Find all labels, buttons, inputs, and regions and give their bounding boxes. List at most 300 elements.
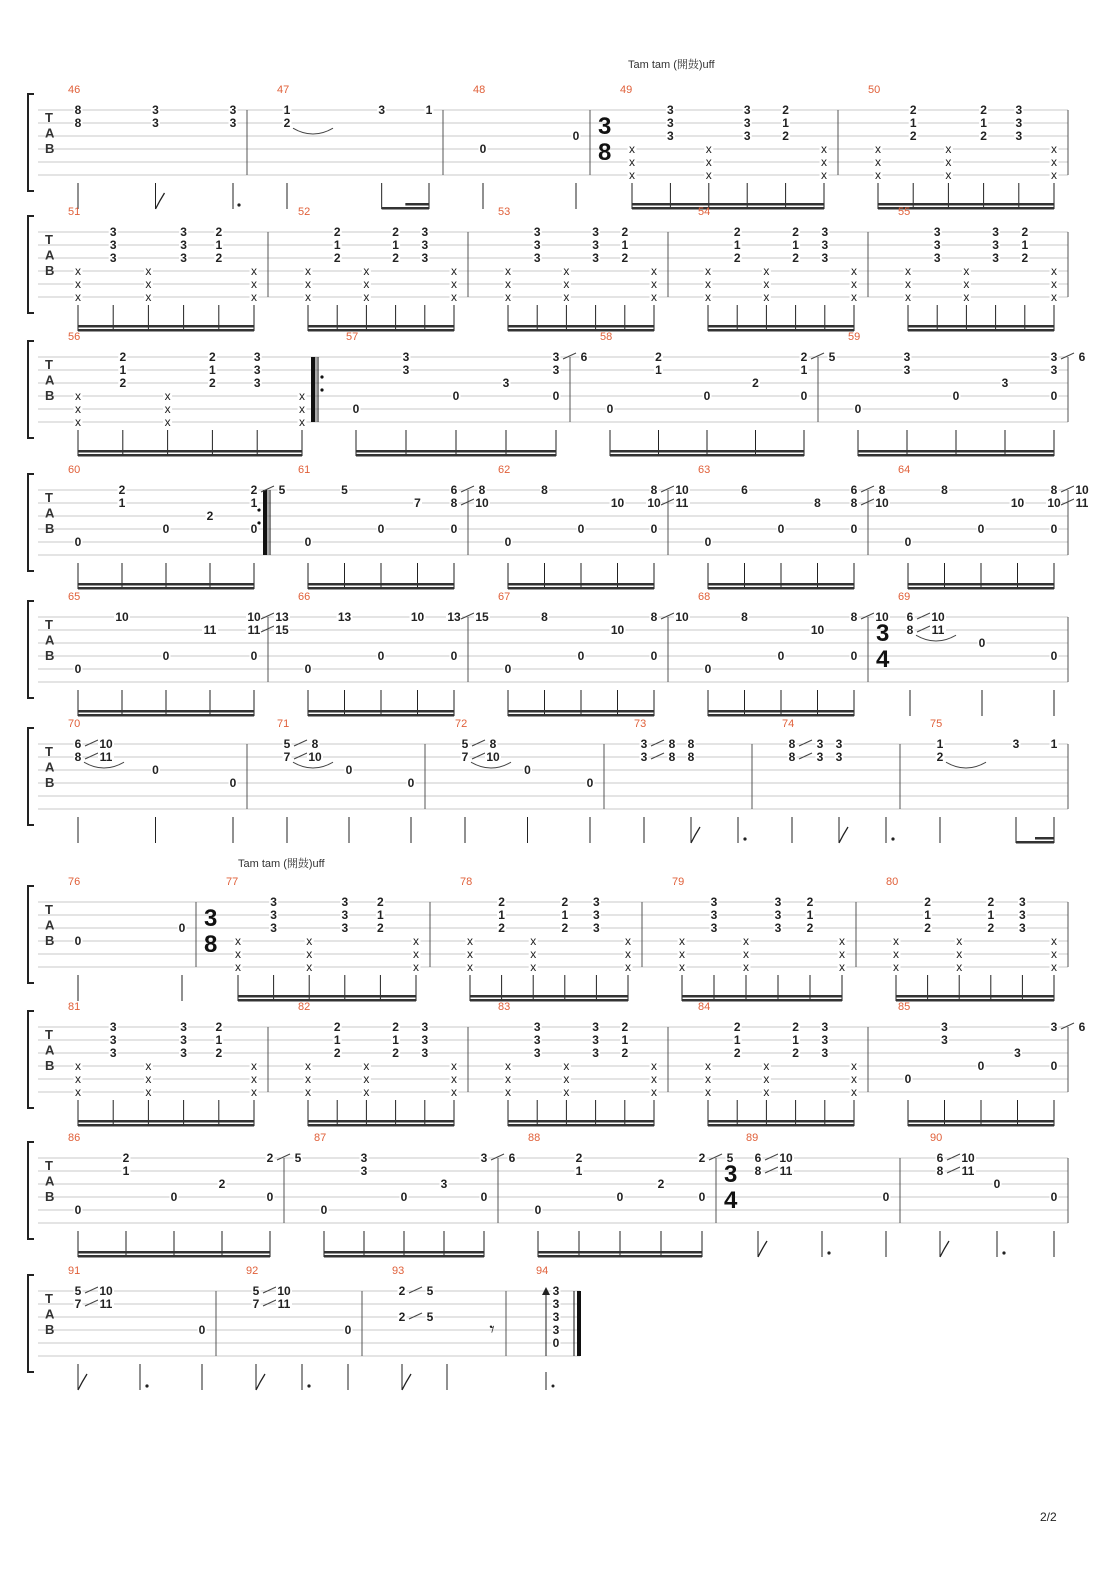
- fret-number: 3: [253, 350, 261, 364]
- fret-number: 8: [687, 750, 695, 764]
- fret-number: x: [306, 947, 313, 961]
- measure: [930, 1132, 1059, 1257]
- fret-number: 3: [180, 251, 187, 265]
- tab-clef-letter: A: [45, 1173, 55, 1189]
- tab-clef-letter: B: [45, 1058, 55, 1074]
- fret-number: 1: [392, 238, 399, 252]
- fret-number: 0: [850, 649, 858, 663]
- fret-number: 0: [524, 763, 531, 777]
- fret-number: 0: [479, 142, 487, 156]
- fret-number: 1: [498, 908, 505, 922]
- slide-line: [947, 1167, 960, 1173]
- fret-number: 0: [650, 522, 658, 536]
- note-event: [302, 1364, 311, 1390]
- fret-number: 2: [1021, 225, 1029, 239]
- note-event: [504, 535, 513, 589]
- fret-number: 3: [341, 895, 349, 909]
- fret-number: 3: [533, 1046, 541, 1060]
- note-event: [1014, 103, 1023, 209]
- svg-text:3: 3: [204, 905, 218, 932]
- fret-number: 3: [1015, 129, 1023, 143]
- fret-number: x: [1051, 155, 1057, 169]
- repeat-barline: [313, 357, 324, 422]
- beam: [308, 710, 454, 713]
- fret-number: 0: [250, 649, 258, 663]
- measure: [876, 591, 1059, 716]
- fret-number: 2: [392, 251, 399, 265]
- staff-system: [28, 591, 1068, 717]
- measure-number: 94: [536, 1265, 549, 1277]
- note-event: [991, 225, 1000, 331]
- note-event: [904, 264, 913, 331]
- fret-number: x: [467, 947, 473, 961]
- fret-number: 3: [774, 895, 782, 909]
- fret-number: 5: [461, 737, 469, 751]
- note-event: [620, 225, 629, 331]
- measure: [68, 331, 324, 457]
- fret-number: 2: [209, 376, 216, 390]
- fret-number: 7: [74, 1297, 82, 1311]
- note-event: [657, 1177, 666, 1257]
- fret-number: x: [705, 1085, 711, 1099]
- fret-number: 11: [99, 1297, 113, 1311]
- fret-number: 11: [675, 496, 689, 510]
- fret-number: 3: [821, 225, 829, 239]
- tab-clef-letter: T: [45, 357, 53, 372]
- measure-number: 58: [600, 331, 613, 343]
- measure: [68, 1265, 207, 1390]
- fret-number: 2: [924, 921, 931, 935]
- note-event: [533, 225, 542, 331]
- note-event: [762, 264, 771, 331]
- beam: [858, 450, 1054, 453]
- fret-number: 10: [247, 610, 261, 624]
- fret-number: 2: [655, 350, 662, 364]
- beam: [708, 583, 854, 586]
- fret-number: 3: [816, 737, 824, 751]
- note-event: [340, 895, 349, 1001]
- note-event: [906, 610, 957, 716]
- fret-number: x: [467, 960, 473, 974]
- measure-number: 66: [298, 591, 311, 603]
- fret-number: x: [306, 960, 313, 974]
- dot: [743, 837, 746, 840]
- fret-number: 3: [109, 1046, 117, 1060]
- note-event: [229, 103, 241, 209]
- measure: [536, 1265, 579, 1390]
- fret-number: 3: [592, 238, 599, 252]
- time-signature: [598, 113, 611, 166]
- fret-number: 2: [119, 350, 127, 364]
- note-event: [874, 142, 883, 209]
- note-event: [337, 610, 353, 716]
- note-event: [740, 483, 749, 589]
- beam: [78, 450, 302, 453]
- fret-number: x: [1051, 290, 1057, 304]
- fret-number: 3: [710, 895, 718, 909]
- slide-line: [472, 740, 485, 746]
- fret-number: 1: [283, 103, 291, 117]
- fret-number: 0: [904, 1072, 912, 1086]
- fret-number: 0: [704, 662, 712, 676]
- fret-number: 10: [810, 623, 825, 637]
- measure: [68, 591, 290, 717]
- fret-number: x: [625, 960, 631, 974]
- staff-system: [28, 1265, 580, 1390]
- fret-number: 3: [743, 129, 751, 143]
- note-event: [250, 1059, 259, 1126]
- note-event: [533, 1020, 542, 1126]
- fret-number: 10: [308, 750, 322, 764]
- tab-clef-letter: B: [45, 1322, 55, 1338]
- note-event: [781, 103, 790, 209]
- fret-number: 0: [504, 662, 512, 676]
- fret-number: 8: [878, 483, 886, 497]
- note-event: [1050, 264, 1059, 331]
- measure-number: 46: [68, 84, 81, 96]
- fret-number: 3: [667, 103, 674, 117]
- beam: [508, 1124, 654, 1127]
- note-event: [838, 934, 847, 1001]
- staff-system: [28, 718, 1068, 844]
- note-event: [993, 1177, 1006, 1257]
- measure-number: 75: [930, 718, 943, 730]
- note-event: [362, 1059, 371, 1126]
- fret-number: x: [963, 277, 970, 291]
- fret-number: 3: [270, 921, 277, 935]
- note-event: [489, 1319, 494, 1341]
- fret-number: 2: [392, 1020, 399, 1034]
- note-event: [540, 610, 549, 716]
- measure: [598, 84, 829, 210]
- note-event: [179, 225, 188, 331]
- note-event: [391, 225, 400, 331]
- fret-number: x: [1051, 168, 1057, 182]
- fret-number: x: [743, 934, 749, 948]
- slide-line: [263, 1300, 276, 1306]
- note-event: [650, 264, 659, 331]
- note-event: [504, 1059, 513, 1126]
- beam: [610, 450, 804, 453]
- fret-number: 3: [592, 1033, 599, 1047]
- tab-clef-letter: B: [45, 933, 55, 949]
- fret-number: x: [651, 290, 657, 304]
- fret-number: x: [763, 1072, 770, 1086]
- fret-number: 0: [577, 522, 585, 536]
- svg-text:8: 8: [204, 931, 218, 958]
- fret-number: 0: [304, 535, 312, 549]
- note-event: [352, 402, 361, 456]
- measure-number: 91: [68, 1265, 81, 1277]
- fret-number: 0: [162, 649, 170, 663]
- fret-number: x: [305, 264, 311, 278]
- fret-number: x: [363, 1085, 370, 1099]
- measure-number: 67: [498, 591, 511, 603]
- note-event: [986, 895, 995, 1001]
- note-event: [923, 895, 932, 1001]
- fret-number: 3: [835, 750, 843, 764]
- beam: [78, 1251, 270, 1254]
- fret-number: 2: [909, 103, 917, 117]
- note-event: [591, 1020, 600, 1126]
- note-event: [74, 389, 83, 456]
- beam: [356, 450, 556, 453]
- fret-number: 2: [575, 1151, 583, 1165]
- measure: [498, 1001, 659, 1127]
- note-event: [620, 1020, 629, 1126]
- fret-number: 11: [247, 623, 261, 637]
- fret-number: 8: [541, 483, 548, 497]
- fret-number: x: [563, 1072, 570, 1086]
- fret-number: 11: [931, 623, 945, 637]
- beam: [896, 995, 1054, 998]
- fret-number: 3: [180, 238, 187, 252]
- fret-number: 3: [593, 921, 600, 935]
- measure-number: 63: [698, 464, 711, 476]
- fret-number: 1: [209, 363, 216, 377]
- measure-number: 76: [68, 876, 81, 888]
- fret-number: 0: [703, 389, 711, 403]
- fret-number: 2: [752, 376, 759, 390]
- note-event: [109, 1020, 118, 1126]
- fret-number: 3: [270, 895, 277, 909]
- measure: [698, 591, 890, 717]
- eighth-flag: [256, 1374, 265, 1390]
- fret-number: x: [505, 1059, 511, 1073]
- rest-icon: 𝄾: [489, 1319, 495, 1341]
- fret-number: 10: [961, 1151, 975, 1165]
- fret-number: x: [413, 934, 419, 948]
- fret-number: 3: [593, 908, 600, 922]
- fret-number: x: [305, 290, 311, 304]
- fret-number: x: [235, 947, 241, 961]
- fret-number: 3: [109, 225, 117, 239]
- beam: [324, 1255, 484, 1258]
- note-event: [540, 483, 549, 589]
- measure: [314, 1132, 517, 1258]
- dot: [827, 1251, 830, 1254]
- slide-line: [263, 1287, 276, 1293]
- staff-system: [28, 876, 1068, 1002]
- note-event: [218, 1177, 227, 1257]
- note-event: [666, 103, 675, 209]
- fret-number: 3: [552, 1284, 560, 1298]
- fret-number: x: [763, 290, 770, 304]
- fret-number: x: [625, 934, 631, 948]
- fret-number: x: [563, 1085, 570, 1099]
- fret-number: x: [305, 1085, 311, 1099]
- beam: [78, 714, 254, 717]
- fret-number: 0: [777, 522, 785, 536]
- fret-number: 8: [74, 750, 82, 764]
- svg-text:4: 4: [876, 646, 890, 673]
- eighth-flag: [78, 1374, 87, 1390]
- fret-number: 3: [480, 1151, 488, 1165]
- fret-number: 2: [792, 1046, 799, 1060]
- measure-number: 73: [634, 718, 647, 730]
- fret-number: 8: [478, 483, 486, 497]
- fret-number: 1: [377, 908, 384, 922]
- dot: [891, 837, 894, 840]
- note-event: [298, 389, 307, 456]
- slide-line: [917, 626, 930, 632]
- fret-number: 0: [993, 1177, 1001, 1191]
- fret-number: 1: [333, 1033, 341, 1047]
- fret-number: 8: [74, 103, 82, 117]
- fret-number: x: [363, 277, 370, 291]
- beam: [308, 714, 454, 717]
- fret-number: 2: [377, 895, 384, 909]
- fret-number: x: [905, 264, 911, 278]
- fret-number: 0: [162, 522, 170, 536]
- measure: [672, 876, 847, 1002]
- note-event: [704, 662, 713, 716]
- fret-number: 3: [710, 908, 718, 922]
- measure: [898, 206, 1059, 332]
- note-event: [1050, 142, 1059, 209]
- fret-number: 2: [733, 1046, 741, 1060]
- system-bracket: [28, 728, 34, 825]
- beam: [308, 325, 454, 328]
- fret-number: 1: [792, 1033, 799, 1047]
- fret-number: 2: [498, 895, 505, 909]
- fret-number: 0: [977, 522, 985, 536]
- note-event: [743, 103, 752, 209]
- fret-number: 3: [253, 376, 261, 390]
- note-event: [420, 225, 429, 331]
- beam: [708, 329, 854, 332]
- fret-number: x: [763, 277, 770, 291]
- fret-number: 2: [118, 483, 126, 497]
- fret-number: 2: [621, 1020, 629, 1034]
- note-event: [704, 264, 713, 331]
- fret-number: 0: [1050, 1059, 1058, 1073]
- measure: [898, 464, 1090, 590]
- fret-number: 3: [109, 238, 117, 252]
- note-event: [904, 535, 913, 589]
- fret-number: x: [743, 960, 749, 974]
- tab-clef-letter: B: [45, 141, 55, 157]
- fret-number: 3: [667, 129, 674, 143]
- fret-number: 2: [909, 129, 917, 143]
- note-event: [936, 1151, 977, 1257]
- fret-number: x: [945, 168, 952, 182]
- fret-number: 3: [821, 1020, 829, 1034]
- fret-number: 8: [650, 610, 658, 624]
- beam: [78, 587, 254, 590]
- staff-system: [28, 464, 1090, 590]
- fret-number: x: [963, 264, 970, 278]
- beam: [78, 1124, 254, 1127]
- beam: [78, 325, 254, 328]
- fret-number: 3: [533, 1033, 541, 1047]
- fret-number: x: [451, 1059, 457, 1073]
- fret-number: x: [451, 264, 457, 278]
- fret-number: 6: [741, 483, 748, 497]
- fret-number: 3: [533, 238, 541, 252]
- fret-number: 0: [152, 763, 159, 777]
- beam: [708, 1124, 854, 1127]
- slide-line: [799, 753, 812, 759]
- fret-number: 2: [561, 921, 569, 935]
- fret-number: 0: [345, 763, 353, 777]
- fret-number: 3: [1050, 363, 1058, 377]
- fret-number: x: [164, 402, 171, 416]
- measure-number: 81: [68, 1001, 81, 1013]
- fret-number: 10: [277, 1284, 291, 1298]
- fret-number: 0: [480, 1190, 488, 1204]
- fret-number: x: [629, 142, 635, 156]
- note-event: [74, 737, 125, 843]
- measure-number: 83: [498, 1001, 511, 1013]
- note-event: [214, 225, 223, 331]
- fret-number: 11: [779, 1164, 793, 1178]
- fret-number: x: [299, 389, 305, 403]
- fret-number: 0: [698, 1190, 706, 1204]
- fret-number: 11: [1075, 496, 1089, 510]
- note-event: [253, 350, 262, 456]
- beam: [538, 1255, 702, 1258]
- measure-number: 85: [898, 1001, 911, 1013]
- fret-number: 3: [903, 363, 911, 377]
- measure: [204, 876, 421, 1002]
- fret-number: x: [705, 264, 711, 278]
- beam: [508, 714, 654, 717]
- fret-number: 0: [978, 636, 986, 650]
- measure-number: 59: [848, 331, 861, 343]
- measure: [68, 206, 259, 332]
- fret-number: 8: [541, 610, 548, 624]
- fret-number: x: [235, 960, 241, 974]
- fret-number: x: [467, 934, 473, 948]
- slide-line: [85, 1287, 98, 1293]
- fret-number: 2: [283, 116, 291, 130]
- tab-clef-letter: B: [45, 263, 55, 279]
- fret-number: 0: [400, 1190, 408, 1204]
- note-event: [109, 225, 118, 331]
- fret-number: 3: [992, 238, 999, 252]
- measure-number: 70: [68, 718, 81, 730]
- measure: [473, 84, 581, 209]
- fret-number: 3: [552, 1310, 560, 1324]
- fret-number: 3: [1001, 376, 1009, 390]
- fret-number: 8: [850, 610, 858, 624]
- fret-number: 1: [1021, 238, 1029, 252]
- fret-number: 10: [1075, 483, 1089, 497]
- svg-text:3: 3: [724, 1161, 738, 1188]
- fret-number: 3: [774, 921, 782, 935]
- fret-number: x: [164, 415, 171, 429]
- tab-clef-letter: T: [45, 1291, 53, 1306]
- fret-number: 7: [252, 1297, 260, 1311]
- note-event: [820, 225, 829, 331]
- measure-number: 92: [246, 1265, 259, 1277]
- note-event: [774, 895, 783, 1001]
- fret-number: 1: [733, 1033, 741, 1047]
- note-event: [788, 737, 825, 843]
- fret-number: 2: [621, 251, 629, 265]
- note-event: [1001, 376, 1010, 456]
- slide-line: [765, 1167, 778, 1173]
- beam: [308, 587, 454, 590]
- note-event: [144, 1059, 153, 1126]
- slide-line: [409, 1287, 422, 1293]
- fret-number: 10: [610, 496, 625, 510]
- fret-number: 5: [252, 1284, 260, 1298]
- note-event: [151, 103, 165, 209]
- fret-number: 0: [577, 649, 585, 663]
- fret-number: x: [963, 290, 970, 304]
